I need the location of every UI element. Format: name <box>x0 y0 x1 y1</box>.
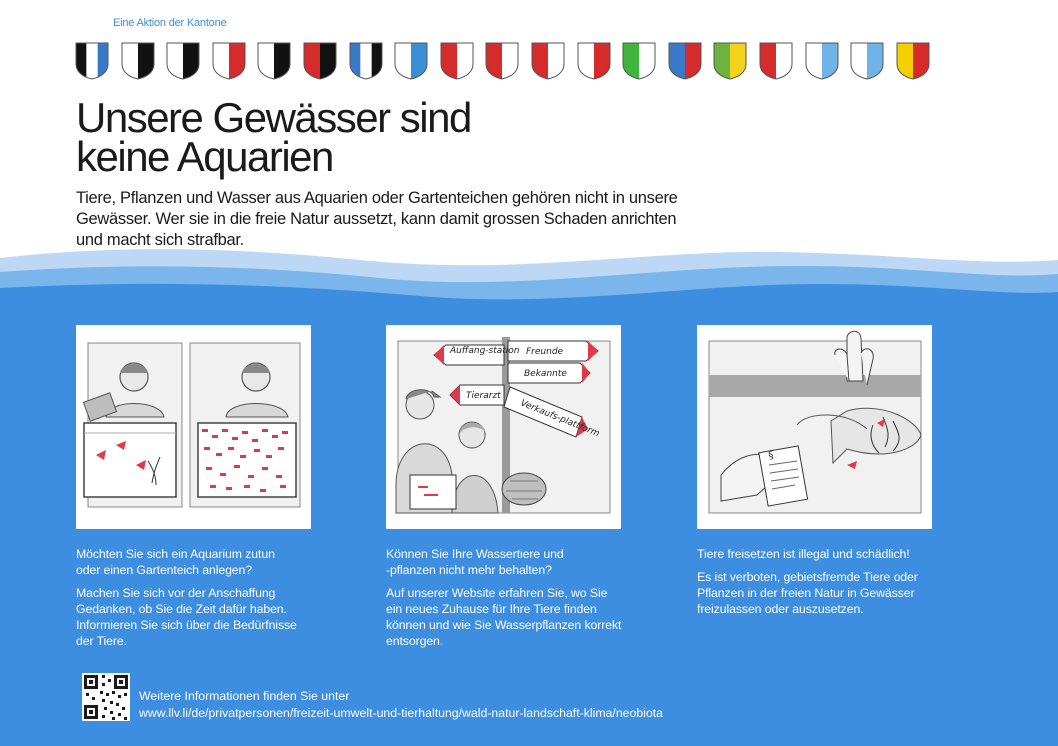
caption-2-body <box>386 585 656 649</box>
caption-1-body-line-2: Gedanken, ob Sie die Zeit dafür haben. <box>76 602 287 616</box>
caption-3 <box>697 546 967 624</box>
crest-18-icon <box>850 42 884 80</box>
caption-2-body-line-1: Auf unserer Website erfahren Sie, wo Sie <box>386 586 608 600</box>
caption-2 <box>386 546 656 656</box>
svg-text:§: § <box>767 450 775 462</box>
title-line-1: Unsere Gewässer sind <box>76 94 471 141</box>
caption-2-heading-line-2: -pflanzen nicht mehr behalten? <box>386 563 552 577</box>
canton-crests <box>75 28 945 84</box>
caption-3-body <box>697 569 967 617</box>
title-line-2: keine Aquarien <box>76 133 333 180</box>
kicker-text: Eine Aktion der Kantone <box>113 17 227 29</box>
footer-link[interactable]: www.llv.li/de/privatpersonen/freizeit-umwelt-und-tierhaltung/wald-natur-landschaft-klima/neobiota <box>139 706 663 720</box>
crest-3-icon <box>166 42 200 80</box>
caption-1-heading-line-1: Möchten Sie sich ein Aquarium zutun <box>76 547 275 561</box>
crest-17-icon <box>805 42 839 80</box>
crest-2-icon <box>121 42 155 80</box>
sign-left-bottom: Tierarzt <box>466 391 501 401</box>
caption-1 <box>76 546 346 656</box>
signpost-illustration <box>386 325 621 529</box>
caption-1-body-line-4: der Tiere. <box>76 634 127 648</box>
caption-1-body <box>76 585 346 649</box>
sign-left-top: Auffang-station <box>450 346 520 356</box>
caption-1-body-line-1: Machen Sie sich vor der Anschaffung <box>76 586 276 600</box>
crest-14-icon <box>668 42 702 80</box>
lead-line-1: Tiere, Pflanzen und Wasser aus Aquarien oder Gartenteichen gehören nicht in unsere <box>76 189 678 207</box>
crest-4-icon <box>212 42 246 80</box>
crest-12-icon <box>577 42 611 80</box>
caption-3-heading-line-1: Tiere freisetzen ist illegal und schädlich! <box>697 547 910 561</box>
caption-1-heading <box>76 546 346 578</box>
footer-line-1: Weitere Informationen finden Sie unter <box>139 689 350 703</box>
caption-1-heading-line-2: oder einen Gartenteich anlegen? <box>76 563 253 577</box>
sign-right-bottom: Verkaufs-plattform <box>518 398 601 440</box>
crest-16-icon <box>759 42 793 80</box>
crest-7-icon <box>349 42 383 80</box>
crest-9-icon <box>440 42 474 80</box>
crest-8-icon <box>394 42 428 80</box>
caption-3-body-line-2: Pflanzen in der freien Natur in Gewässer <box>697 586 915 600</box>
aquarium-comparison-illustration <box>76 325 311 529</box>
lead-paragraph <box>76 188 736 251</box>
caption-2-body-line-3: können und wie Sie Wasserpflanzen korrekt <box>386 618 622 632</box>
crest-11-icon <box>531 42 565 80</box>
qr-code-icon[interactable] <box>82 673 130 721</box>
lead-line-3: und macht sich strafbar. <box>76 231 244 249</box>
caption-2-heading-line-1: Können Sie Ihre Wassertiere und <box>386 547 564 561</box>
sign-right-middle: Bekannte <box>524 369 567 379</box>
stop-hand-illustration <box>697 325 932 529</box>
caption-3-heading <box>697 546 967 562</box>
footer-info <box>139 688 663 722</box>
caption-3-body-line-1: Es ist verboten, gebietsfremde Tiere oder <box>697 570 918 584</box>
crest-10-icon <box>485 42 519 80</box>
crest-5-icon <box>257 42 291 80</box>
caption-2-heading <box>386 546 656 578</box>
crest-1-icon <box>75 42 109 80</box>
crest-15-icon <box>713 42 747 80</box>
lead-line-2: Gewässer. Wer sie in die freie Natur aussetzt, kann damit grossen Schaden anrichten <box>76 210 677 228</box>
caption-2-body-line-4: entsorgen. <box>386 634 444 648</box>
crest-13-icon <box>622 42 656 80</box>
sign-right-top: Freunde <box>526 347 564 357</box>
caption-3-body-line-3: freizulassen oder auszusetzen. <box>697 602 864 616</box>
page-title <box>76 94 471 180</box>
caption-2-body-line-2: ein neues Zuhause für Ihre Tiere finden <box>386 602 597 616</box>
caption-1-body-line-3: Informieren Sie sich über die Bedürfnisse <box>76 618 297 632</box>
crest-19-icon <box>896 42 930 80</box>
crest-6-icon <box>303 42 337 80</box>
